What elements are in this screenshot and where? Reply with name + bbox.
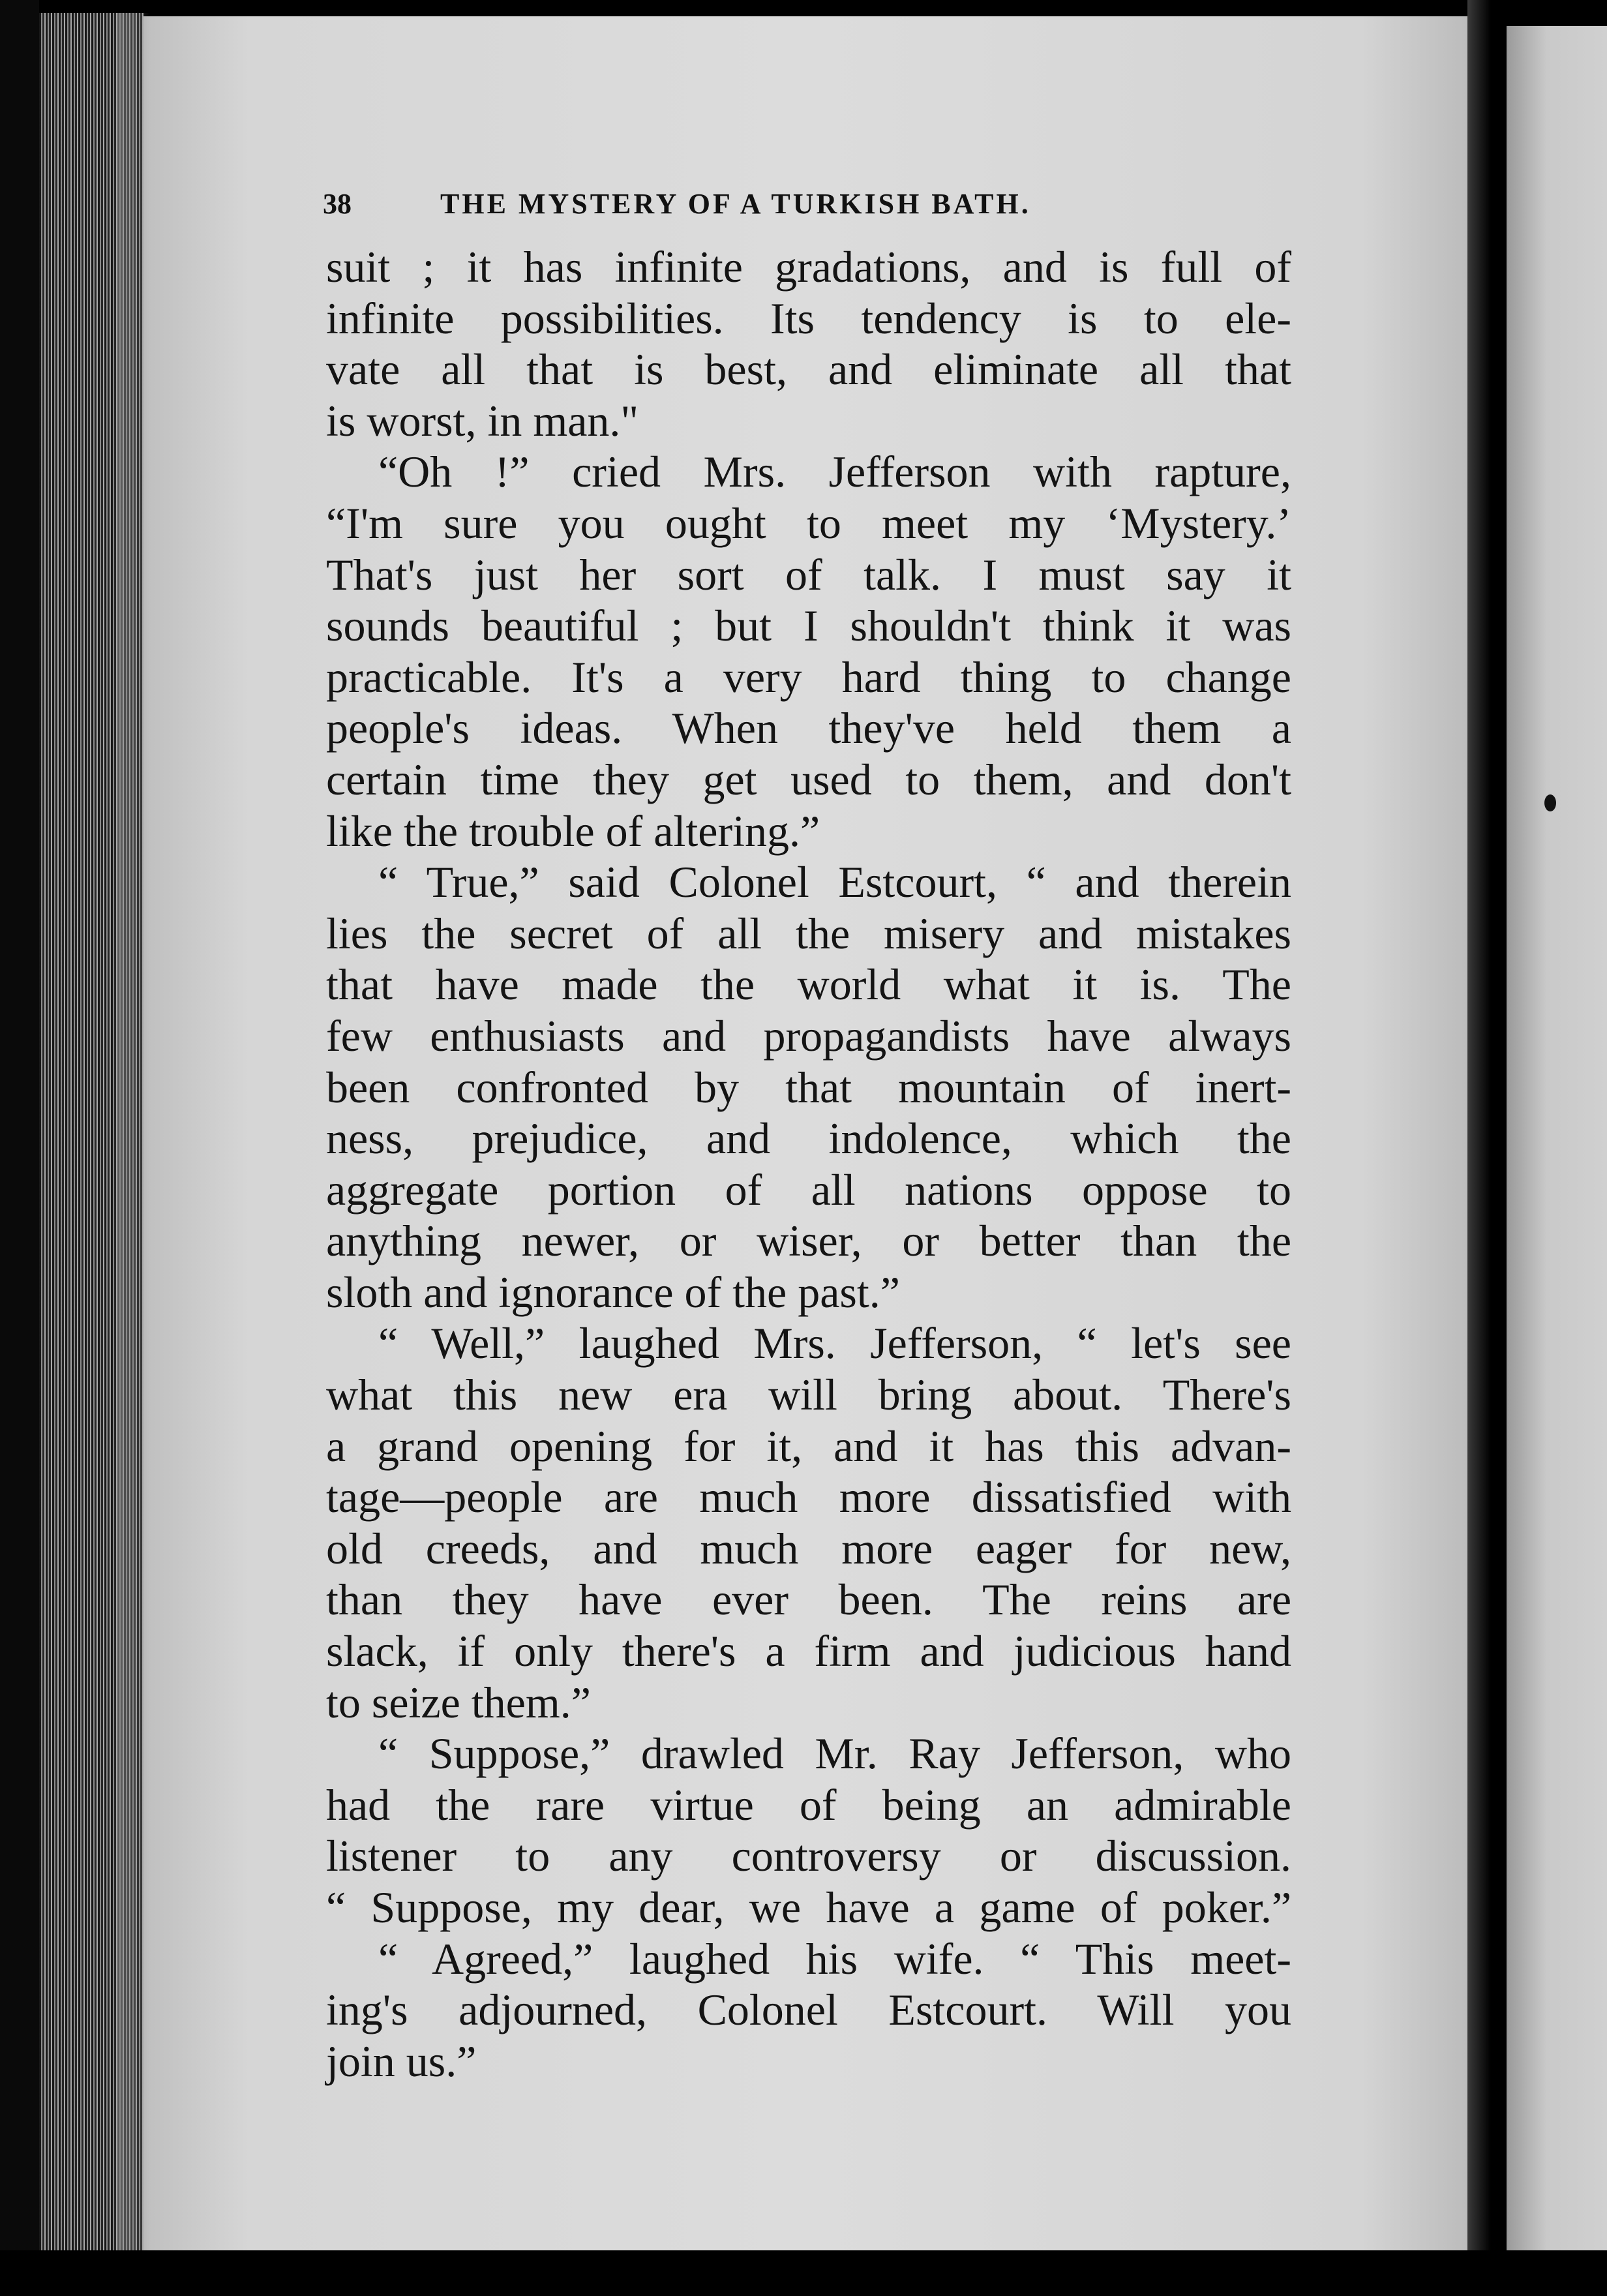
scan-bottom-border	[0, 2250, 1607, 2296]
text-line: join us.”	[326, 2036, 477, 2086]
text-line: few enthusiasts and propagandists have always	[326, 1010, 1291, 1061]
text-line: “ Well,” laughed Mrs. Jefferson, “ let's see	[378, 1318, 1291, 1368]
body-text	[326, 241, 1291, 2087]
running-header	[323, 184, 1314, 223]
text-line: “I'm sure you ought to meet my ‘Mystery.’	[326, 498, 1291, 548]
scan-top-border	[0, 0, 1607, 16]
text-line: ness, prejudice, and indolence, which the	[326, 1113, 1291, 1164]
text-line: people's ideas. When they've held them a	[326, 703, 1291, 753]
text-line: “Oh !” cried Mrs. Jefferson with rapture,	[378, 447, 1291, 497]
text-line: certain time they get used to them, and don't	[326, 754, 1291, 804]
text-line: “ Suppose,” drawled Mr. Ray Jefferson, who	[378, 1729, 1291, 1779]
text-line: “ Suppose, my dear, we have a game of poker.”	[326, 1882, 1291, 1932]
facing-page-edge	[1507, 26, 1607, 2270]
text-line: sloth and ignorance of the past.”	[326, 1267, 900, 1317]
text-line: than they have ever been. The reins are	[326, 1575, 1291, 1625]
text-line: that have made the world what it is. The	[326, 959, 1291, 1010]
page-number: 38	[323, 187, 352, 220]
page-edge-shadow	[117, 13, 150, 2250]
text-line: vate all that is best, and eliminate all that	[326, 344, 1291, 395]
text-line: practicable. It's a very hard thing to change	[326, 652, 1291, 702]
scan-left-border	[0, 0, 39, 2296]
text-line: had the rare virtue of being an admirable	[326, 1779, 1291, 1830]
running-title: THE MYSTERY OF A TURKISH BATH.	[440, 187, 1031, 220]
ink-spot	[1544, 794, 1556, 811]
text-line: “ True,” said Colonel Estcourt, “ and therein	[378, 857, 1291, 907]
text-line: That's just her sort of talk. I must say it	[326, 549, 1291, 599]
text-line: slack, if only there's a firm and judicious hand	[326, 1626, 1291, 1676]
text-line: like the trouble of altering.”	[326, 806, 820, 856]
text-line: tage—people are much more dissatisfied with	[326, 1472, 1291, 1522]
text-line: suit ; it has infinite gradations, and is full of	[326, 242, 1291, 292]
text-line: ing's adjourned, Colonel Estcourt. Will you	[326, 1985, 1291, 2035]
binding-gutter	[1467, 0, 1507, 2296]
text-line: infinite possibilities. Its tendency is to ele-	[326, 293, 1291, 343]
text-line: been confronted by that mountain of inert-	[326, 1062, 1291, 1112]
text-line: anything newer, or wiser, or better than the	[326, 1216, 1291, 1266]
text-line: lies the secret of all the misery and mistakes	[326, 908, 1291, 958]
text-line: sounds beautiful ; but I shouldn't think it was	[326, 601, 1291, 651]
text-line: what this new era will bring about. There's	[326, 1370, 1291, 1420]
text-line: aggregate portion of all nations oppose to	[326, 1164, 1291, 1215]
text-line: listener to any controversy or discussion.	[326, 1831, 1291, 1881]
text-line: is worst, in man."	[326, 395, 639, 446]
text-line: old creeds, and much more eager for new,	[326, 1523, 1291, 1573]
text-line: “ Agreed,” laughed his wife. “ This meet-	[378, 1933, 1291, 1984]
text-line: a grand opening for it, and it has this advan-	[326, 1421, 1291, 1471]
text-line: to seize them.”	[326, 1677, 591, 1727]
